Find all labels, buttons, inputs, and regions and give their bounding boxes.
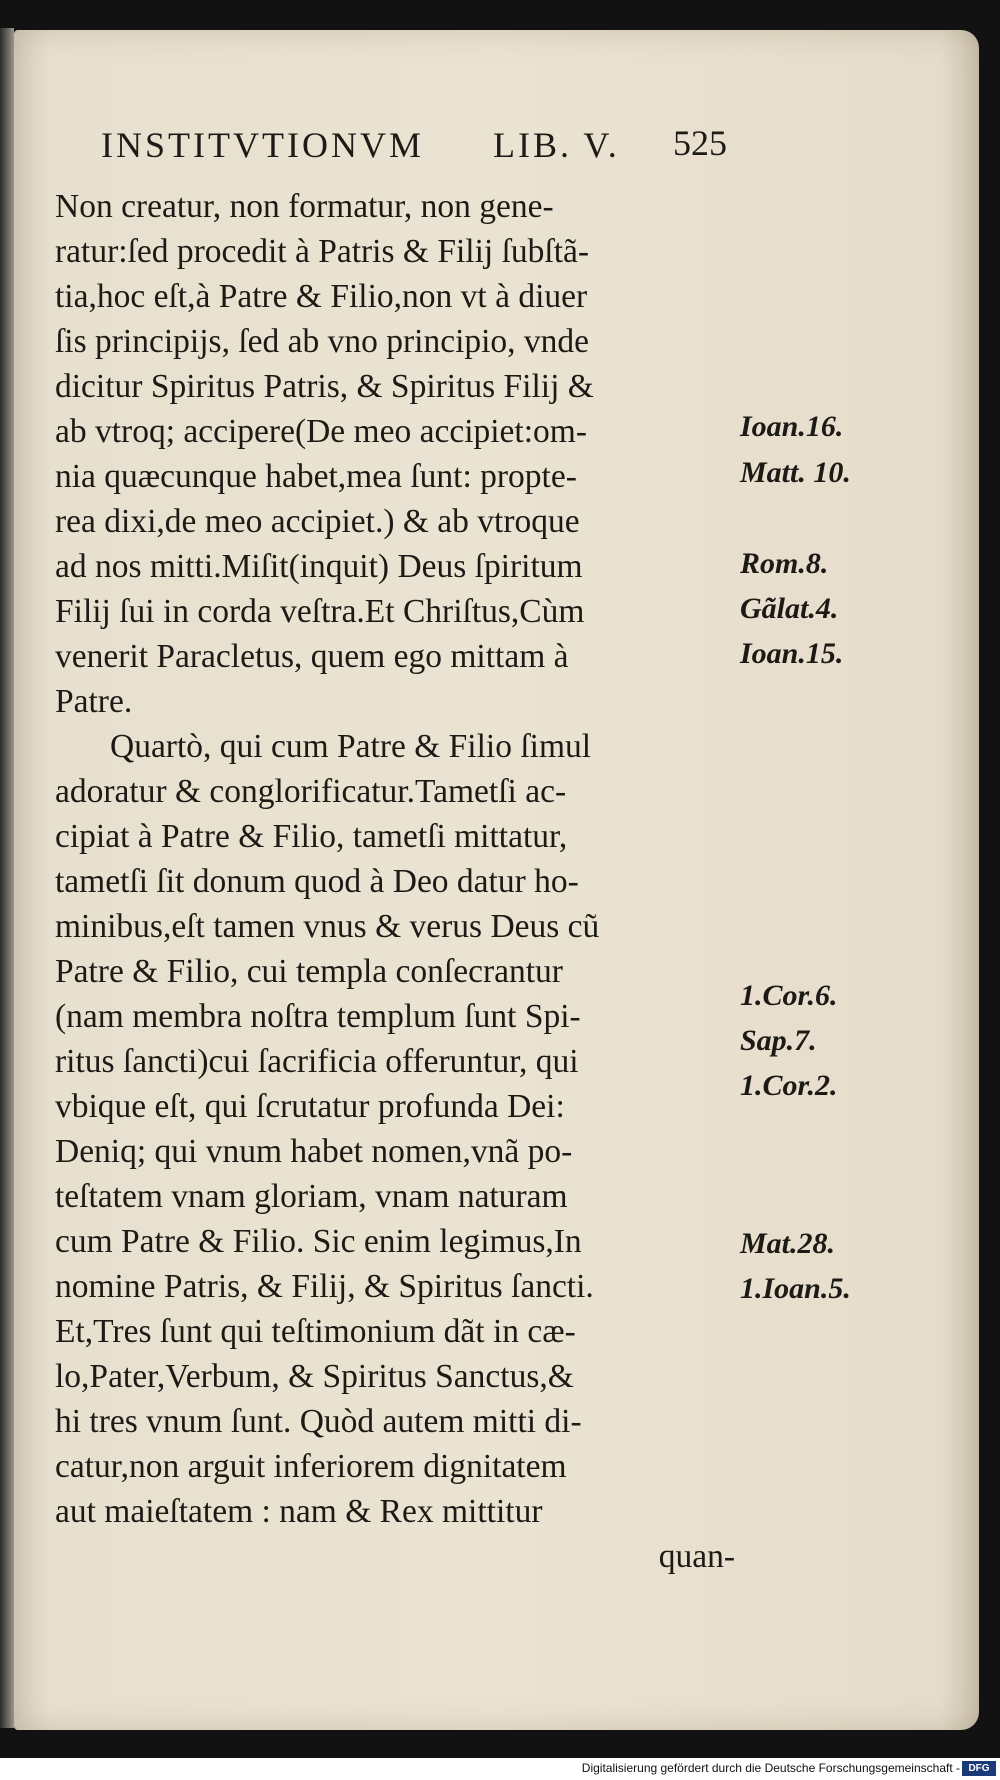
running-header — [101, 124, 741, 168]
text-line: cipiat à Patre & Filio, tametſi mittatur, — [55, 818, 568, 855]
text-line: vbique eſt, qui ſcrutatur profunda Dei: — [55, 1088, 565, 1125]
text-line: adoratur & conglorificatur.Tametſi ac- — [55, 773, 567, 810]
page-number: 525 — [673, 123, 727, 163]
header-book-number: LIB. V. — [493, 125, 620, 165]
text-line: minibus,eſt tamen vnus & verus Deus cũ — [55, 908, 600, 945]
paragraph-first-line: Quartò, qui cum Patre & Filio ſimul — [110, 728, 592, 765]
text-line: (nam membra noſtra templum ſunt Spi- — [55, 998, 581, 1035]
marginal-reference: 1.Ioan.5. — [740, 1272, 851, 1305]
text-line: catur,non arguit inferiorem dignitatem — [55, 1448, 567, 1485]
text-line: nomine Patris, & Filij, & Spiritus ſancti. — [55, 1268, 594, 1305]
text-line: Non creatur, non formatur, non gene- — [55, 188, 554, 225]
text-line: Filij ſui in corda veſtra.Et Chriſtus,Cùm — [55, 593, 585, 630]
marginal-reference: Ioan.15. — [740, 637, 844, 670]
marginal-reference: Gãlat.4. — [740, 592, 839, 625]
body-text — [55, 184, 755, 1579]
text-line: tia,hoc eſt,à Patre & Filio,non vt à diuer — [55, 278, 588, 315]
text-line: Patre. — [55, 683, 133, 720]
text-line: Deniq; qui vnum habet nomen,vnã po- — [55, 1133, 573, 1170]
marginal-reference: Mat.28. — [740, 1227, 836, 1260]
marginal-reference: Sap.7. — [740, 1024, 817, 1057]
footer-bar — [0, 1758, 1000, 1780]
text-line: ratur:ſed procedit à Patris & Filij ſubſtã- — [55, 233, 590, 270]
text-line: ſis principijs, ſed ab vno principio, vnde — [55, 323, 590, 360]
text-line: cum Patre & Filio. Sic enim legimus,In — [55, 1223, 582, 1260]
text-line: ritus ſancti)cui ſacrificia offeruntur, qui — [55, 1043, 579, 1080]
text-line: tametſi ſit donum quod à Deo datur ho- — [55, 863, 579, 900]
marginal-reference: 1.Cor.2. — [740, 1069, 838, 1102]
dfg-logo: DFG — [962, 1761, 996, 1776]
catchword: quan- — [658, 1538, 735, 1575]
marginal-reference: 1.Cor.6. — [740, 979, 838, 1012]
marginal-reference: Matt. 10. — [740, 456, 851, 489]
text-line: ab vtroq; accipere(De meo accipiet:om- — [55, 413, 588, 450]
marginal-reference: Rom.8. — [740, 547, 829, 580]
marginal-reference: Ioan.16. — [740, 410, 844, 443]
funding-credit: Digitalisierung gefördert durch die Deutsche Forschungsgemeinschaft - — [581, 1761, 960, 1775]
page-spine-edge — [0, 28, 14, 1728]
header-title: INSTITVTIONVM — [101, 125, 424, 165]
text-line: ad nos mitti.Miſit(inquit) Deus ſpiritum — [55, 548, 583, 585]
text-line: teſtatem vnam gloriam, vnam naturam — [55, 1178, 568, 1215]
text-line: nia quæcunque habet,mea ſunt: propte- — [55, 458, 577, 495]
text-line: Et,Tres ſunt qui teſtimonium dãt in cæ- — [55, 1313, 576, 1350]
text-line: Patre & Filio, cui templa conſecrantur — [55, 953, 563, 990]
text-line: hi tres vnum ſunt. Quòd autem mitti di- — [55, 1403, 582, 1440]
text-line: aut maieſtatem : nam & Rex mittitur — [55, 1493, 543, 1530]
text-line: venerit Paracletus, quem ego mittam à — [55, 638, 569, 675]
text-line: lo,Pater,Verbum, & Spiritus Sanctus,& — [55, 1358, 574, 1395]
text-line: dicitur Spiritus Patris, & Spiritus Filij & — [55, 368, 594, 405]
text-line: rea dixi,de meo accipiet.) & ab vtroque — [55, 503, 580, 540]
